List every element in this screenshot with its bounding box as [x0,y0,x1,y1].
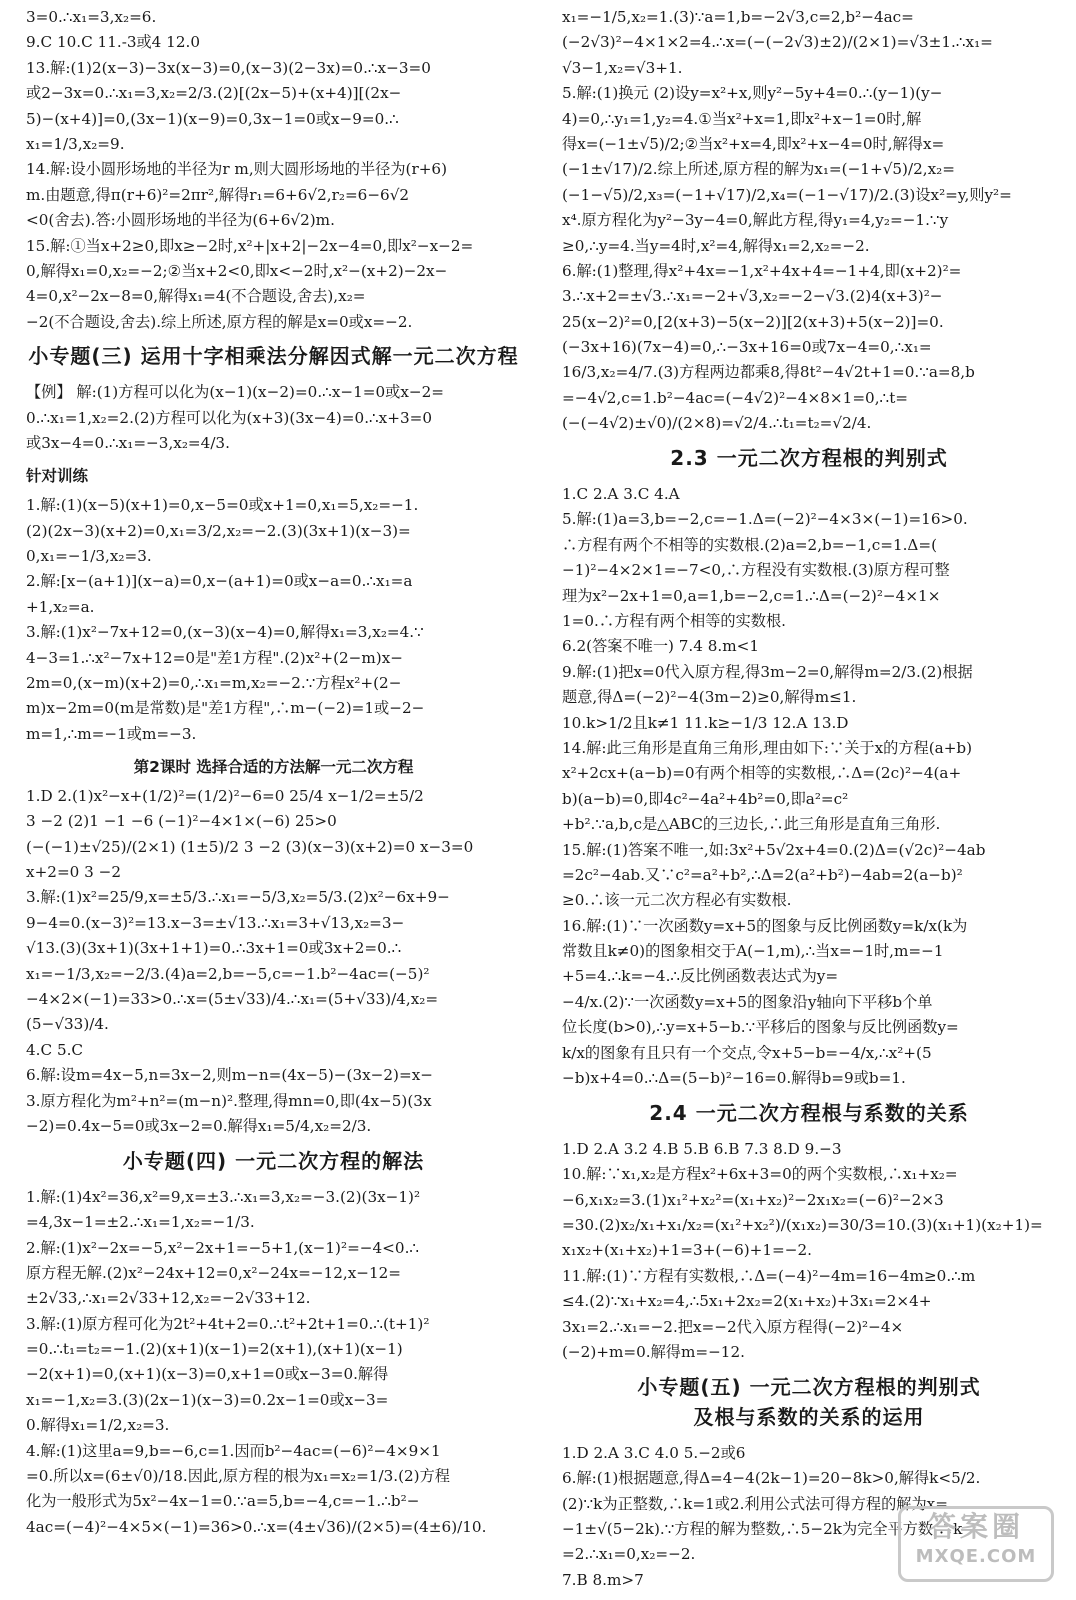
answer-line: (5−√33)/4. [26,1015,109,1034]
answer-line: 14.解:此三角形是直角三角形,理由如下:∵关于x的方程(a+b) [562,738,973,757]
site-watermark-logo [898,1506,1054,1582]
answer-line: =4,3x−1=±2.∴x₁=1,x₂=−1/3. [26,1213,255,1232]
answer-line: ≥0,∴y=4.当y=4时,x²=4,解得x₁=2,x₂=−2. [562,236,870,255]
answer-line: 3x₁=2.∴x₁=−2.把x=−2代入原方程得(−2)²−4× [562,1317,904,1336]
answer-line: 1=0.∴方程有两个相等的实数根. [562,612,786,630]
answer-line: (2)(2x−3)(x+2)=0,x₁=3/2,x₂=−2.(3)(3x+1)(x−3)= [26,521,411,540]
answer-line: x₁x₂+(x₁+x₂)+1=3+(−6)+1=−2. [562,1241,812,1260]
answer-line: 3.解:(1)原方程可化为2t²+4t+2=0.∴t²+2t+1=0.∴(t+1)² [26,1314,430,1333]
answer-line: 4ac=(−4)²−4×5×(−1)=36>0.∴x=(4±√36)/(2×5)=(4±6)/10. [26,1517,487,1536]
answer-line: 0,解得x₁=0,x₂=−2;②当x+2<0,即x<−2时,x²−(x+2)−2x− [26,261,448,280]
answer-line: 5.解:(1)a=3,b=−2,c=−1.Δ=(−2)²−4×3×(−1)=16>0. [562,510,968,529]
answer-line: 原方程无解.(2)x²−24x+12=0,x²−24x=−12,x−12= [26,1263,402,1282]
answer-line: 4)=0,∴y₁=1,y₂=4.①当x²+x=1,即x²+x−1=0时,解 [562,109,922,128]
answer-line: 10.解:∵x₁,x₂是方程x²+6x+3=0的两个实数根,∴x₁+x₂= [562,1165,958,1184]
answer-line: 11.解:(1)∵方程有实数根,∴Δ=(−4)²−4m=16−4m≥0.∴m [562,1266,976,1285]
answer-line: −6,x₁x₂=3.(1)x₁²+x₂²=(x₁+x₂)²−2x₁x₂=(−6)²−2×3 [562,1190,944,1209]
answer-line: (−(−4√2)±√0)/(2×8)=√2/4.∴t₁=t₂=√2/4. [562,414,872,433]
answer-line: x₁=−1,x₂=3.(3)(2x−1)(x−3)=0.2x−1=0或x−3= [26,1390,389,1409]
answer-line: =2.∴x₁=0,x₂=−2. [562,1545,696,1564]
answer-line: x⁴.原方程化为y²−3y−4=0,解此方程,得y₁=4,y₂=−1.∵y [562,211,949,230]
answer-line: 3=0.∴x₁=3,x₂=6. [26,8,157,26]
answer-line: 6.解:(1)根据题意,得Δ=4−4(2k−1)=20−8k>0,解得k<5/2. [562,1469,981,1488]
answer-line: 16.解:(1)∵一次函数y=x+5的图象与反比例函数y=k/x(k为 [562,916,968,935]
answer-line: 或2−3x=0.∴x₁=3,x₂=2/3.(2)[(2x−5)+(x+4)][(2x− [26,84,402,103]
answer-line: +1,x₂=a. [26,597,95,616]
answer-line: ±2√33,∴x₁=2√33+12,x₂=−2√33+12. [26,1289,311,1308]
watermark-text-bottom: MXQE.COM [915,1546,1037,1567]
answer-line: ≥0.∴该一元二次方程必有实数根. [562,891,792,910]
heading-topic-5-line-2: 及根与系数的关系的运用 [693,1404,925,1429]
answer-line: 2.解:[x−(a+1)](x−a)=0,x−(a+1)=0或x−a=0.∴x₁=a [26,572,413,591]
answer-line: 3.∴x+2=±√3.∴x₁=−2+√3,x₂=−2−√3.(2)4(x+3)²− [562,287,943,306]
answer-line: −2(不合题设,舍去).综上所述,原方程的解是x=0或x=−2. [26,312,413,331]
watermark-text-top: 答案圈 [927,1510,1024,1543]
answer-line: =0.所以x=(6±√0)/18.因此,原方程的根为x₁=x₂=1/3.(2)方程 [26,1467,450,1486]
answer-line: 1.D 2.A 3.C 4.0 5.−2或6 [562,1443,746,1462]
answer-line: 5)−(x+4)]=0,(3x−1)(x−9)=0,3x−1=0或x−9=0.∴ [26,109,399,128]
answer-line: −1±√(5−2k).∵方程的解为整数,∴5−2k为完全平方数,∴k [562,1519,963,1538]
answer-line: 0.解得x₁=1/2,x₂=3. [26,1416,170,1435]
answer-line: 10.k>1/2且k≠1 11.k≥−1/3 12.A 13.D [562,713,849,732]
answer-line: 25(x−2)²=0,[2(x+3)−5(x−2)][2(x+3)+5(x−2)]=0. [562,312,944,331]
lesson-block [26,785,521,1138]
lesson-title: 第2课时 选择合适的方法解一元二次方程 [133,757,414,776]
answer-line: −b)x+4=0.∴Δ=(5−b)²−16=0.解得b=9或b=1. [562,1069,906,1088]
answer-line: (−3x+16)(7x−4)=0,∴−3x+16=0或7x−4=0,∴x₁= [562,338,932,357]
answer-line: 9.C 10.C 11.-3或4 12.0 [26,33,200,52]
answer-line: 得x=(−1±√5)/2;②当x²+x=4,即x²+x−4=0时,解得x= [562,134,945,153]
answer-line: 6.2(答案不唯一) 7.4 8.m<1 [562,637,760,656]
answer-line: 14.解:设小圆形场地的半径为r m,则大圆形场地的半径为(r+6) [26,160,448,179]
answer-line: −1)²−4×2×1=−7<0,∴方程没有实数根.(3)原方程可整 [562,561,950,580]
answer-line: 理为x²−2x+1=0,a=1,b=−2,c=1.∴Δ=(−2)²−4×1× [562,586,941,605]
answer-line: 常数且k≠0)的图象相交于A(−1,m),∴当x=−1时,m=−1 [562,942,944,961]
answer-line: 化为一般形式为5x²−4x−1=0.∵a=5,b=−4,c=−1.∴b²− [26,1492,420,1511]
answer-line: 1.解:(1)4x²=36,x²=9,x=±3.∴x₁=3,x₂=−3.(2)(3x−1)² [26,1187,421,1206]
answer-line: 15.解:①当x+2≥0,即x≥−2时,x²+|x+2|−2x−4=0,即x²−x−2= [26,236,474,255]
answer-line: x₁=1/3,x₂=9. [26,134,125,153]
answer-line: 16/3,x₂=4/7.(3)方程两边都乘8,得8t²−4√2t+1=0.∵a=8,b [562,363,975,382]
heading-topic-5-line-1: 小专题(五) 一元二次方程根的判别式 [637,1374,981,1399]
answer-line: =0.∴t₁=t₂=−1.(2)(x+1)(x−1)=2(x+1),(x+1)(x−1) [26,1340,403,1359]
answer-line: ∴方程有两个不相等的实数根.(2)a=2,b=−1,c=1.Δ=( [562,535,938,554]
answer-line: (−(−1)±√25)/(2×1) (1±5)/2 3 −2 (3)(x−3)(x+2)=0 x−3=0 [26,837,474,856]
answer-line: (−2)+m=0.解得m=−12. [562,1342,745,1361]
answer-line: =−4√2,c=1.b²−4ac=(−4√2)²−4×8×1=0,∴t= [562,388,909,407]
answer-line: <0(舍去).答:小圆形场地的半径为(6+6√2)m. [26,211,335,230]
answer-line: 13.解:(1)2(x−3)−3x(x−3)=0,(x−3)(2−3x)=0.∴x−3=0 [26,58,431,77]
answer-line: ≤4.(2)∵x₁+x₂=4,∴5x₁+2x₂=2(x₁+x₂)+3x₁=2×4+ [562,1292,932,1311]
answer-line: 1.C 2.A 3.C 4.A [562,485,680,504]
answer-line: 5.解:(1)换元 (2)设y=x²+x,则y²−5y+4=0.∴(y−1)(y− [562,84,943,103]
section-2-4-block [562,1138,1056,1364]
answer-line: 题意,得Δ=(−2)²−4(3m−2)≥0,解得m≤1. [562,688,857,707]
answer-line: 2.解:(1)x²−2x=−5,x²−2x+1=−5+1,(x−1)²=−4<0.∴ [26,1238,420,1257]
answer-line: 1.解:(1)(x−5)(x+1)=0,x−5=0或x+1=0,x₁=5,x₂=−1. [26,496,419,515]
answer-line: x+2=0 3 −2 [26,863,122,882]
answer-line: 6.解:设m=4x−5,n=3x−2,则m−n=(4x−5)−(3x−2)=x− [26,1066,433,1085]
answer-line: −2(x+1)=0,(x+1)(x−3)=0,x+1=0或x−3=0.解得 [26,1365,389,1384]
answer-line: 【例】 解:(1)方程可以化为(x−1)(x−2)=0.∴x−1=0或x−2= [26,383,445,402]
answer-line: √13.(3)(3x+1)(3x+1+1)=0.∴3x+1=0或3x+2=0.∴ [26,939,402,958]
right-column [562,6,1056,1594]
answer-line: (−2√3)²−4×1×2=4.∴x=(−(−2√3)±2)/(2×1)=√3±1.∴x₁= [562,33,993,52]
answer-line: 9−4=0.(x−3)²=13.x−3=±√13.∴x₁=3+√13,x₂=3− [26,913,405,932]
answer-line: 位长度(b>0),∴y=x+5−b.∵平移后的图象与反比例函数y= [562,1018,959,1037]
answer-line: 7.B 8.m>7 [562,1570,644,1589]
answer-line: 9.解:(1)把x=0代入原方程,得3m−2=0,解得m=2/3.(2)根据 [562,662,973,681]
answer-line: (2)∵k为正整数,∴k=1或2.利用公式法可得方程的解为x= [562,1494,948,1513]
answer-line: 3.解:(1)x²−7x+12=0,(x−3)(x−4)=0,解得x₁=3,x₂=4.∵ [26,623,424,642]
answer-line: m.由题意,得π(r+6)²=2πr²,解得r₁=6+6√2,r₂=6−6√2 [26,185,410,204]
answer-line: +5=4.∴k=−4.∴反比例函数表达式为y= [562,967,839,986]
answer-line: 1.D 2.A 3.2 4.B 5.B 6.B 7.3 8.D 9.−3 [562,1139,842,1158]
answer-line: 6.解:(1)整理,得x²+4x=−1,x²+4x+4=−1+4,即(x+2)²= [562,261,962,280]
answer-line: −4/x.(2)∵一次函数y=x+5的图象沿y轴向下平移b个单 [562,992,933,1011]
answer-line: x²+2cx+(a−b)=0有两个相等的实数根,∴Δ=(2c)²−4(a+ [562,764,962,783]
answer-line: 3.原方程化为m²+n²=(m−n)².整理,得mn=0,即(4x−5)(3x [26,1091,432,1110]
continuation-block [562,6,1056,435]
answer-line: 1.D 2.(1)x²−x+(1/2)²=(1/2)²−6=0 25/4 x−1/2=±5/2 [26,786,424,805]
heading-topic-3: 小专题(三) 运用十字相乘法分解因式解一元二次方程 [28,344,519,369]
answer-line: 4=0,x²−2x−8=0,解得x₁=4(不合题设,舍去),x₂= [26,287,366,306]
answer-line: =30.(2)x₂/x₁+x₁/x₂=(x₁²+x₂²)/(x₁x₂)=30/3=10.(3)(x₁+1)(x₂+1)= [562,1216,1043,1234]
answer-line: =2c²−4ab.又∵c²=a²+b²,∴Δ=2(a²+b²)−4ab=2(a−b)² [562,865,963,884]
answer-line: k/x的图象有且只有一个交点,令x+5−b=−4/x,∴x²+(5 [562,1043,932,1062]
answer-line: 4.C 5.C [26,1040,84,1059]
answer-line: 0.∴x₁=1,x₂=2.(2)方程可以化为(x+3)(3x−4)=0.∴x+3=0 [26,408,433,427]
answer-line: 15.解:(1)答案不唯一,如:3x²+5√2x+4=0.(2)Δ=(√2c)²−4ab [562,840,986,859]
answer-line: 0,x₁=−1/3,x₂=3. [26,547,152,566]
answer-line: 3 −2 (2)1 −1 −6 (−1)²−4×1×(−6) 25>0 [26,812,337,831]
training-title: 针对训练 [26,467,89,486]
left-column [26,6,521,1541]
training-block [26,494,521,745]
topic-4-block [26,1186,521,1539]
section-2-3-block [562,483,1056,1090]
answer-line: 或3x−4=0.∴x₁=−3,x₂=4/3. [26,434,230,453]
answer-line: +b².∵a,b,c是△ABC的三边长,∴此三角形是直角三角形. [562,815,941,834]
answer-line: −2)=0.4x−5=0或3x−2=0.解得x₁=5/4,x₂=2/3. [26,1116,372,1135]
answer-line: (−1−√5)/2,x₃=(−1+√17)/2,x₄=(−1−√17)/2.(3)设x²=y,则y²= [562,185,1012,204]
answer-line: √3−1,x₂=√3+1. [562,58,683,77]
example-block [26,381,521,455]
heading-section-2-4: 2.4 一元二次方程根与系数的关系 [649,1100,969,1125]
answer-line: x₁=−1/5,x₂=1.(3)∵a=1,b=−2√3,c=2,b²−4ac= [562,8,914,26]
answer-line: b)(a−b)=0,即4c²−4a²+4b²=0,即a²=c² [562,789,849,808]
answer-line: −4×2×(−1)=33>0.∴x=(5±√33)/4.∴x₁=(5+√33)/4,x₂= [26,990,439,1008]
answer-line: 2m=0,(x−m)(x+2)=0,∴x₁=m,x₂=−2.∵方程x²+(2− [26,674,402,693]
answer-line: 4−3=1.∴x²−7x+12=0是"差1方程".(2)x²+(2−m)x− [26,648,404,667]
heading-topic-4: 小专题(四) 一元二次方程的解法 [122,1148,425,1173]
answer-line: x₁=−1/3,x₂=−2/3.(4)a=2,b=−5,c=−1.b²−4ac=(−5)² [26,964,430,983]
answer-line: m=1,∴m=−1或m=−3. [26,724,197,743]
answer-line: m)x−2m=0(m是常数)是"差1方程",∴m−(−2)=1或−2− [26,699,425,718]
intro-block [26,6,521,333]
answer-line: 4.解:(1)这里a=9,b=−6,c=1.因而b²−4ac=(−6)²−4×9×1 [26,1441,441,1460]
answer-line: 3.解:(1)x²=25/9,x=±5/3.∴x₁=−5/3,x₂=5/3.(2)x²−6x+9− [26,888,450,907]
heading-section-2-3: 2.3 一元二次方程根的判别式 [670,446,948,471]
answer-line: (−1±√17)/2.综上所述,原方程的解为x₁=(−1+√5)/2,x₂= [562,160,955,179]
